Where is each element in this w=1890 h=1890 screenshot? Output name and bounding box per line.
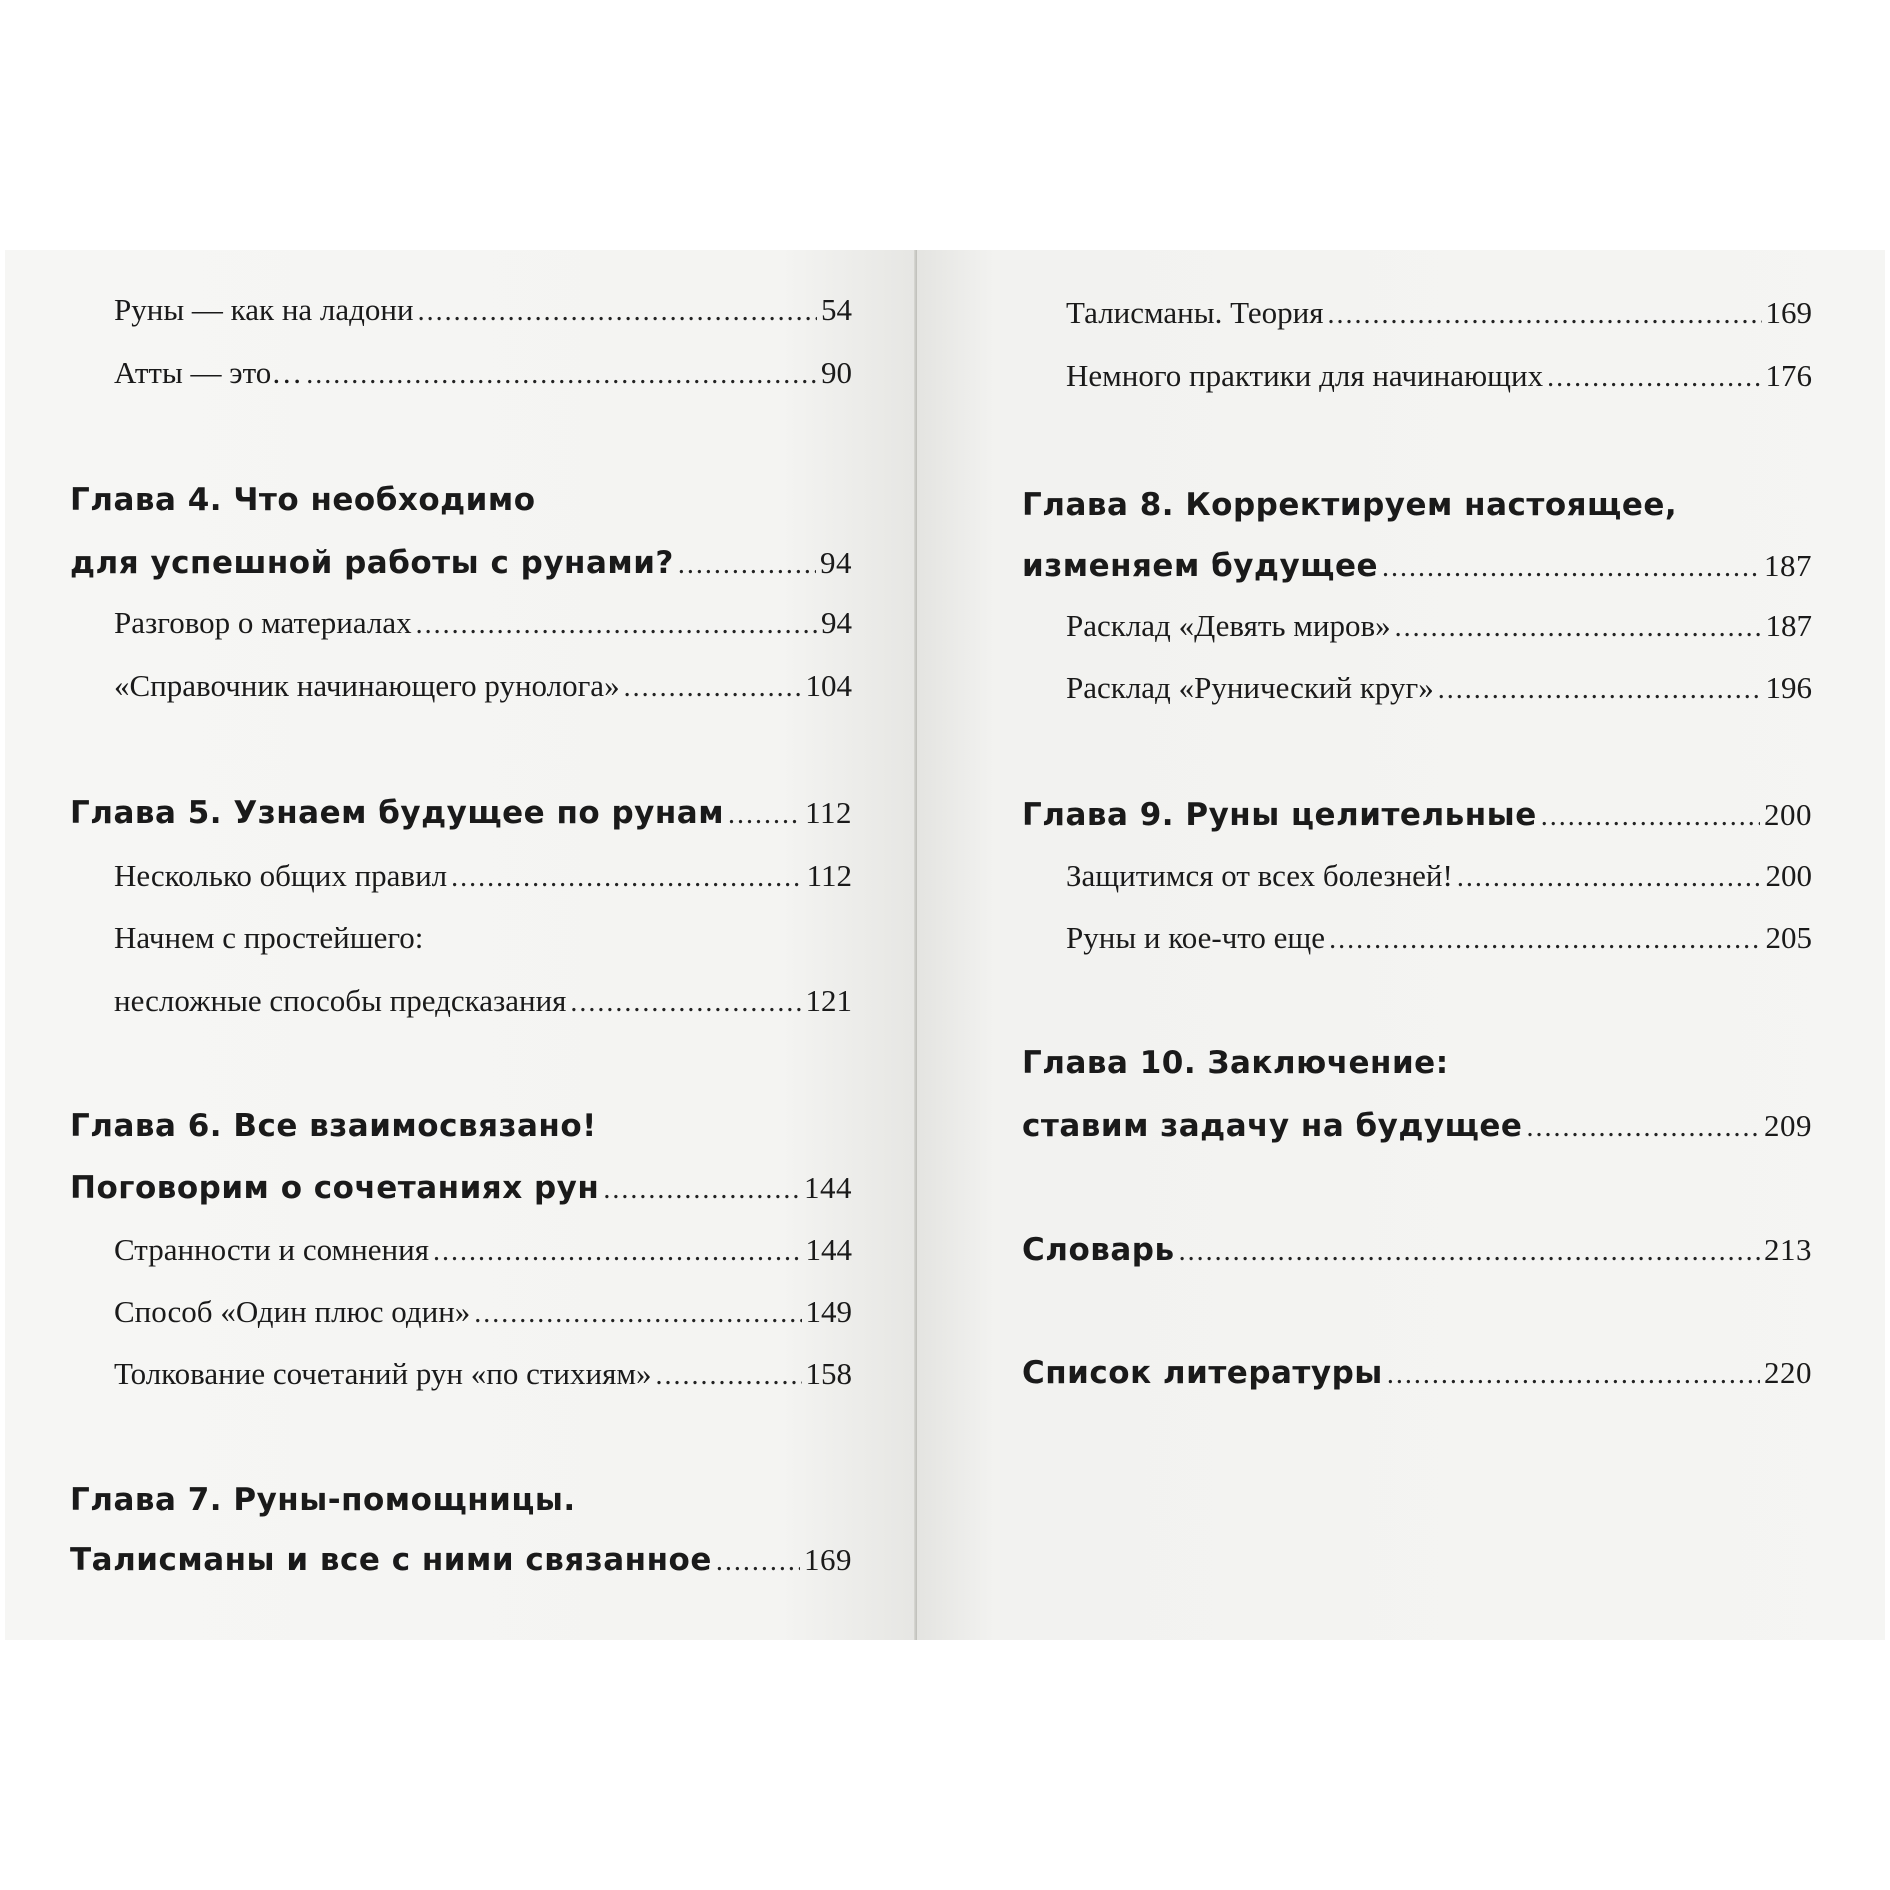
toc-entry [1022,920,1812,956]
toc-entry-page: 94 [821,605,852,640]
toc-entry [70,1356,852,1392]
dot-leader [655,1360,801,1392]
toc-chapter-title: Глава 4. Что необходимо [70,482,536,518]
left-page [5,250,917,1640]
toc-chapter-title: изменяем будущее [1022,548,1378,584]
dot-leader [1387,1359,1760,1391]
toc-chapter-title: Глава 8. Корректируем настоящее, [1022,487,1678,523]
toc-entry-page: 94 [820,545,852,580]
toc-chapter-title: Словарь [1022,1232,1175,1268]
toc-chapter-entry [1022,1108,1812,1144]
toc-entry-title: Расклад «Рунический круг» [1066,670,1434,705]
toc-entry-page: 169 [804,1542,852,1577]
toc-chapter-entry [70,795,852,831]
toc-entry-title: Разговор о материалах [114,605,412,640]
toc-entry-page: 200 [1765,858,1812,893]
dot-leader [306,359,817,391]
toc-entry [1022,858,1812,894]
dot-leader [716,1546,800,1578]
toc-entry-page: 176 [1765,358,1812,393]
toc-entry [70,1232,852,1268]
toc-chapter-entry [1022,1232,1812,1268]
toc-entry-page: 220 [1764,1355,1812,1390]
toc-entry [70,668,852,704]
toc-chapter-entry [1022,797,1812,833]
toc-entry-page: 112 [805,795,852,830]
toc-entry-page: 54 [821,292,852,327]
toc-entry-title: несложные способы предсказания [114,983,567,1018]
toc-entry-page: 158 [805,1356,852,1391]
dot-leader [1395,612,1762,644]
dot-leader [1541,801,1760,833]
toc-entry-page: 213 [1764,1232,1812,1267]
dot-leader [1526,1112,1760,1144]
toc-entry-title: Немного практики для начинающих [1066,358,1544,393]
toc-entry-page: 187 [1765,608,1812,643]
dot-leader [1179,1236,1760,1268]
toc-chapter-heading [1022,1045,1812,1081]
toc-entry-title: Руны и кое-что еще [1066,920,1326,955]
dot-leader [1327,299,1761,331]
toc-entry-page: 205 [1765,920,1812,955]
toc-chapter-heading [70,1108,852,1144]
toc-entry [1022,358,1812,394]
toc-chapter-heading [1022,487,1812,523]
dot-leader [1457,862,1762,894]
toc-entry-page: 149 [805,1294,852,1329]
toc-entry [70,983,852,1019]
toc-entry-page: 112 [806,858,852,893]
toc-entry-page: 196 [1765,670,1812,705]
dot-leader [451,862,803,894]
toc-entry [1022,608,1812,644]
toc-chapter-title: Талисманы и все с ними связанное [70,1542,712,1578]
toc-entry [70,605,852,641]
dot-leader [570,987,801,1019]
toc-chapter-title: Глава 10. Заключение: [1022,1045,1449,1081]
toc-entry-page: 90 [821,355,852,390]
toc-chapter-heading [70,482,852,518]
toc-entry [70,355,852,391]
toc-entry-title: Странности и сомнения [114,1232,429,1267]
toc-chapter-entry [1022,1355,1812,1391]
toc-entry-title: Толкование сочетаний рун «по стихиям» [114,1356,652,1391]
dot-leader [1438,674,1762,706]
toc-entry [70,920,852,956]
dot-leader [433,1236,802,1268]
toc-entry [1022,295,1812,331]
toc-entry-page: 144 [804,1170,852,1205]
dot-leader [678,549,816,581]
dot-leader [603,1174,800,1206]
toc-entry-title: Талисманы. Теория [1066,295,1324,330]
toc-entry-title: Несколько общих правил [114,858,448,893]
toc-entry-page: 209 [1764,1108,1812,1143]
toc-entry-title: «Справочник начинающего рунолога» [114,668,620,703]
toc-entry-title: Расклад «Девять миров» [1066,608,1391,643]
toc-entry-title: Начнем с простейшего: [114,920,424,955]
toc-chapter-entry [70,1542,852,1578]
toc-entry-page: 121 [805,983,852,1018]
dot-leader [624,672,802,704]
dot-leader [474,1298,801,1330]
dot-leader [1382,552,1760,584]
toc-entry-page: 200 [1764,797,1812,832]
dot-leader [728,799,801,831]
toc-entry-title: Атты — это… [114,355,303,390]
toc-chapter-title: Глава 5. Узнаем будущее по рунам [70,795,725,831]
toc-chapter-title: Список литературы [1022,1355,1383,1391]
toc-entry [1022,670,1812,706]
toc-entry-title: Руны — как на ладони [114,292,414,327]
toc-chapter-title: Поговорим о сочетаниях рун [70,1170,600,1206]
toc-entry-page: 187 [1764,548,1812,583]
toc-entry [70,858,852,894]
right-page [917,250,1885,1640]
dot-leader [1329,924,1761,956]
toc-entry-title: Способ «Один плюс один» [114,1294,471,1329]
toc-chapter-heading [70,1482,852,1518]
toc-entry-title: Защитимся от всех болезней! [1066,858,1453,893]
toc-chapter-entry [70,545,852,581]
toc-chapter-title: Глава 7. Руны-помощницы. [70,1482,576,1518]
dot-leader [1547,362,1761,394]
toc-entry [70,292,852,328]
toc-entry-page: 169 [1765,295,1812,330]
toc-chapter-title: для успешной работы с рунами? [70,545,674,581]
toc-chapter-entry [70,1170,852,1206]
book-spread [0,250,1890,1640]
toc-chapter-title: Глава 9. Руны целительные [1022,797,1537,833]
dot-leader [418,296,817,328]
toc-chapter-title: ставим задачу на будущее [1022,1108,1523,1144]
dot-leader [416,609,817,641]
toc-entry-page: 144 [805,1232,852,1267]
toc-chapter-entry [1022,548,1812,584]
toc-entry [70,1294,852,1330]
toc-chapter-title: Глава 6. Все взаимосвязано! [70,1108,597,1144]
toc-entry-page: 104 [805,668,852,703]
